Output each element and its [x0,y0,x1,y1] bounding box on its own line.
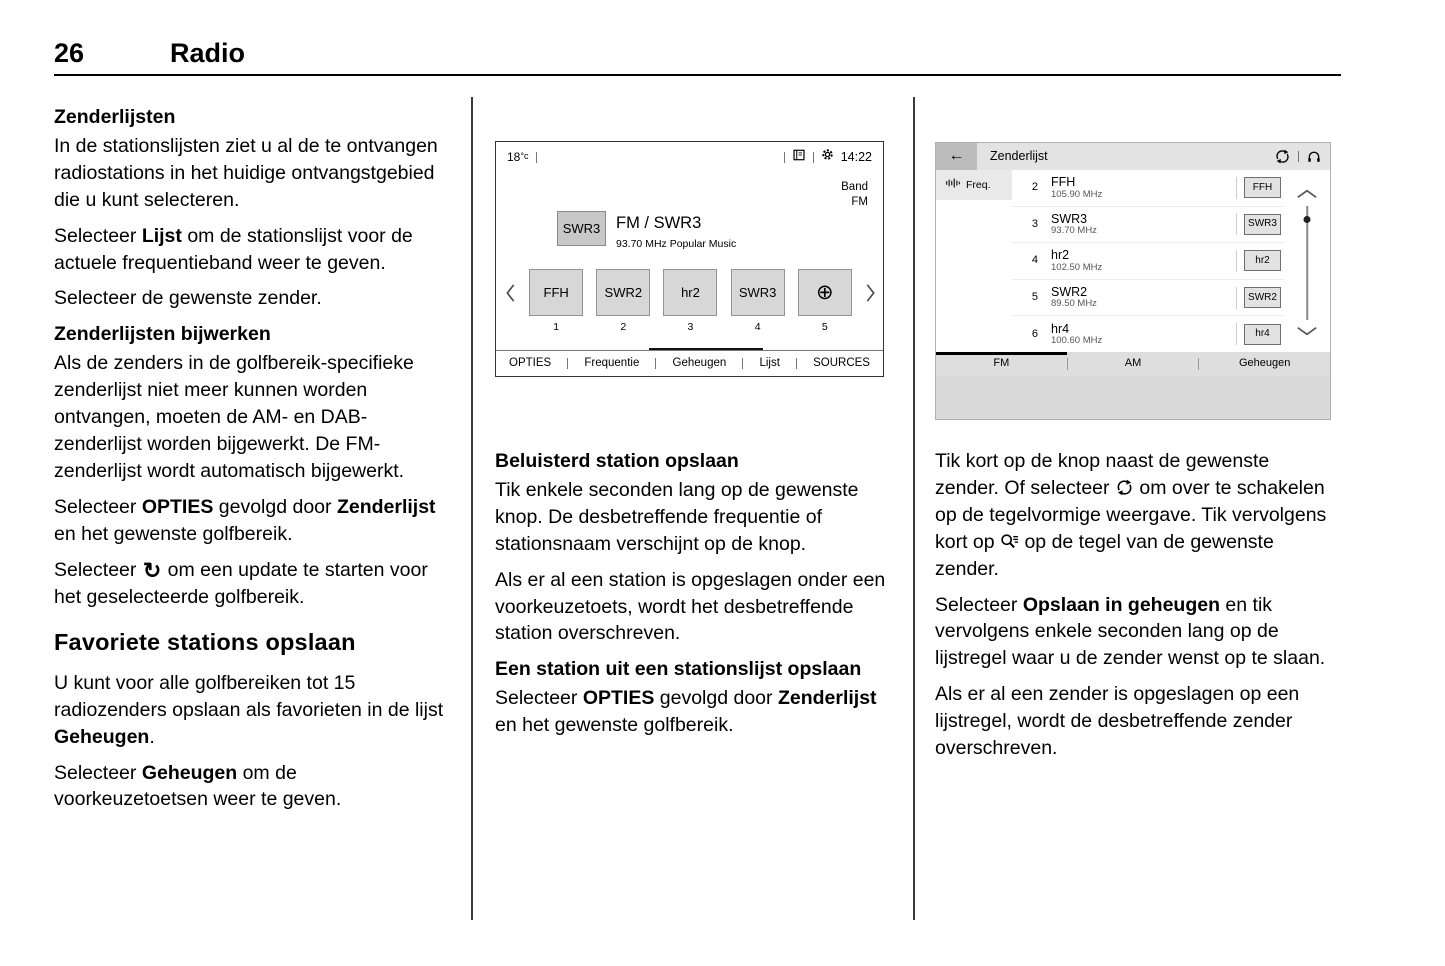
station-frequency: 102.50 MHz [1051,261,1103,273]
preset-row [505,269,876,334]
station-name: FFH [1051,175,1076,190]
station-frequency: 93.70 MHz [1051,225,1097,237]
sidebar-label: Freq. [966,178,991,191]
row-number: 3 [1031,217,1038,230]
station-list-ui [936,143,1330,376]
preset-chip-button[interactable]: FFH [1244,177,1281,198]
clock-time: 14:22 [840,149,872,164]
preset-slot [798,269,852,334]
frequency-sort-chip[interactable] [936,170,1012,200]
paragraph: Selecteer OPTIES gevolgd door Zenderlijst en het gewenste golfbereik. [495,687,877,737]
menu-separator [655,358,656,369]
preset-slot [663,269,717,334]
row-number: 5 [1031,290,1038,303]
paragraph: In de stationslijsten ziet u al de te ontvangen radiostations in het huidige ontvangstgebied die u kunt selecteren. [54,134,438,211]
scrollbar-track [1306,206,1308,320]
tab-am[interactable]: AM [1124,357,1142,370]
tab-fm[interactable]: FM [936,352,1067,376]
status-separator [813,152,814,163]
station-frequency: 89.50 MHz [1051,298,1097,310]
paragraph: Selecteer ↻ om een update te starten voor het geselecteerde golfbereik. [54,557,428,608]
paragraph: Selecteer Lijst om de stationslijst voor de actuele frequentieband weer te geven. [54,224,413,274]
scroll-up-icon[interactable] [1296,180,1318,207]
screen-title: Zenderlijst [990,148,1048,163]
band-tabs [936,352,1330,376]
heading-station-uit-stationslijst: Een station uit een stationslijst opslaan [495,658,862,681]
status-bar-right [784,148,872,166]
headphones-icon[interactable] [1307,150,1321,163]
band-indicator: Band FM [841,181,868,208]
scrollbar-thumb[interactable] [1304,216,1311,223]
preset-button[interactable]: SWR2 [596,269,650,316]
column-divider [913,97,915,920]
preset-chip-button[interactable]: SWR2 [1244,287,1281,308]
preset-button[interactable]: hr2 [663,269,717,316]
station-row[interactable] [1012,170,1284,207]
preset-slot [529,269,583,334]
row-separator [1236,250,1237,272]
menu-separator [742,358,743,369]
title-bar-icons [1275,149,1321,164]
station-row[interactable] [1012,316,1284,352]
search-tile-icon [1000,531,1019,548]
row-number: 4 [1031,254,1038,267]
scrollbar[interactable] [1284,170,1330,352]
heading-zenderlijsten-bijwerken: Zenderlijsten bijwerken [54,323,271,346]
tile-view-icon [1115,477,1134,494]
preset-chip-button[interactable]: SWR3 [1244,214,1281,235]
station-name: SWR3 [1051,211,1088,226]
row-separator [1236,323,1237,345]
chapter-title: Radio [170,38,246,68]
back-button[interactable] [936,143,977,170]
header-rule [54,74,1341,76]
preset-button[interactable]: SWR3 [731,269,785,316]
back-arrow-icon: ← [948,147,965,165]
frequency-waves-icon [945,178,961,192]
screenshot-radio-main [495,141,884,377]
tile-view-icon[interactable] [1275,149,1290,164]
station-row[interactable] [1012,207,1284,244]
chevron-left-icon[interactable] [505,283,516,311]
preset-number: 4 [754,321,761,333]
preset-number: 1 [553,321,560,333]
preset-number: 2 [620,321,627,333]
paragraph: Selecteer de gewenste zender. [54,287,322,310]
row-separator [1236,177,1237,199]
menu-item-frequentie[interactable]: Frequentie [584,356,640,369]
screenshot-station-list [935,142,1331,420]
status-bar-left [507,149,537,166]
menu-separator [567,358,568,369]
active-preset-button[interactable]: SWR3 [557,211,606,246]
icon-separator [1298,151,1299,162]
station-row[interactable] [1012,280,1284,317]
menu-item-opties[interactable]: OPTIES [509,356,552,369]
heading-favoriete-stations-opslaan: Favoriete stations opslaan [54,629,356,656]
preset-chip-button[interactable]: hr4 [1244,324,1281,345]
station-name: SWR2 [1051,284,1088,299]
station-frequency: 100.60 MHz [1051,334,1103,346]
preset-button[interactable]: FFH [529,269,583,316]
paragraph: Tik kort op de knop naast de gewenste zender. Of selecteer om over te schakelen op de tegelvormige weergave. Tik vervolgens kort op op de tegel van de gewenste zender. [935,450,1327,580]
heading-beluisterd-station-opslaan: Beluisterd station opslaan [495,450,739,472]
paragraph: Als de zenders in de golfbereik-specifieke zenderlijst niet meer kunnen worden ontvangen, moeten de AM- en DAB-zenderlijst worden bijgewerkt. De FM-zenderlijst wordt automatisch bijgewerkt. [54,352,414,482]
paragraph: Selecteer Geheugen om de voorkeuzetoetsen weer te geven. [54,761,342,811]
paragraph: Tik enkele seconden lang op de gewenste knop. De desbetreffende frequentie of stationsnaam verschijnt op de knop. [495,478,859,555]
paragraph: Selecteer OPTIES gevolgd door Zenderlijst en het gewenste golfbereik. [54,495,436,545]
tab-geheugen[interactable]: Geheugen [1238,357,1291,370]
station-frequency: 105.90 MHz [1051,188,1103,200]
gear-icon [821,148,834,166]
station-subtitle: 93.70 MHz Popular Music [616,238,737,250]
station-name: hr2 [1051,248,1070,263]
bottom-menu [496,350,883,376]
temperature: 18°c [507,150,529,164]
menu-item-geheugen[interactable]: Geheugen [672,356,727,369]
add-preset-button[interactable] [798,269,852,316]
page-number: 26 [54,38,85,68]
status-separator [536,152,537,163]
row-separator [1236,213,1237,235]
phone-book-icon [792,149,806,166]
menu-separator [796,358,797,369]
column-middle [495,100,889,748]
plus-icon: ⊕ [815,281,834,304]
row-number: 2 [1031,181,1038,194]
station-row[interactable] [1012,243,1284,280]
column-right [935,100,1332,771]
paragraph: Selecteer Opslaan in geheugen en tik vervolgens enkele seconden lang op de lijstregel waar u de zender wenst op te slaan. [935,593,1326,670]
heading-zenderlijsten: Zenderlijsten [54,106,176,128]
preset-slot [596,269,650,334]
row-separator [1236,287,1237,309]
scroll-down-icon[interactable] [1296,317,1318,344]
column-divider [471,97,473,920]
paragraph: Als er al een zender is opgeslagen op een lijstregel, wordt de desbetreffende zender overschreven. [935,683,1300,760]
chevron-right-icon[interactable] [865,283,876,311]
preset-slot [731,269,785,334]
column-left [54,100,454,822]
menu-item-sources[interactable]: SOURCES [813,356,870,369]
paragraph: Als er al een station is opgeslagen onder een voorkeuzetoets, wordt het desbetreffende station overschreven. [495,568,886,645]
row-number: 6 [1031,327,1038,340]
preset-number: 5 [821,321,828,333]
update-icon: ↻ [142,557,162,583]
title-bar [936,143,1330,170]
active-tab-indicator [936,352,1067,355]
station-name: hr4 [1051,321,1070,336]
menu-item-lijst[interactable]: Lijst [759,356,780,369]
station-title: FM / SWR3 [616,214,702,232]
preset-number: 3 [687,321,694,333]
status-separator [784,152,785,163]
paragraph: U kunt voor alle golfbereiken tot 15 radiozenders opslaan als favorieten in de lijst Geheugen. [54,671,444,748]
preset-chip-button[interactable]: hr2 [1244,250,1281,271]
station-list [1012,170,1284,352]
